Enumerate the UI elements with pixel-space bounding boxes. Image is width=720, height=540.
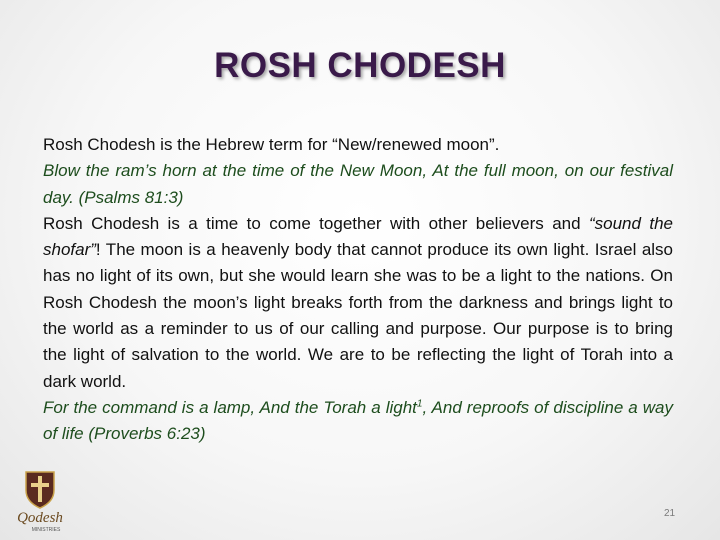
explanation-end: ! The moon is a heavenly body that cannot produce its own light. Israel also has no light of its own, but she would learn she was to be a light to the nations. On Rosh Chodesh the moon’s light breaks forth from the darkness and brings light to the world as a reminder to us of our calling and purpose. Our purpose is to bring the light of salvation to the world. We are to be reflecting the light of Torah into a dark world. [43, 240, 673, 391]
page-number: 21 [664, 508, 676, 519]
slide-body [43, 132, 673, 448]
proverbs-end: , And reproofs of discipline a way of life (Proverbs 6:23) [43, 397, 673, 444]
psalms-quote: Blow the ram’s horn at the time of the New Moon, At the full moon, on our festival day. (Psalms 81:3) [43, 161, 673, 207]
proverbs-start: For the command is a lamp, And the Torah a light [43, 397, 417, 417]
explanation-paragraph [43, 211, 673, 395]
definition-paragraph: Rosh Chodesh is the Hebrew term for “New/renewed moon”. [43, 135, 500, 154]
ministry-logo [10, 468, 72, 534]
proverbs-quote [43, 395, 673, 448]
footnote-marker: 1 [416, 398, 423, 410]
shield-cross-icon [10, 468, 72, 534]
explanation-start: Rosh Chodesh is a time to come together with other believers and [43, 213, 589, 233]
shofar-phrase: “sound the shofar” [43, 213, 674, 260]
logo-text: Qodesh [17, 510, 63, 526]
slide-title: ROSH CHODESH [214, 46, 506, 85]
logo-subtext: MINISTRIES [31, 527, 61, 533]
